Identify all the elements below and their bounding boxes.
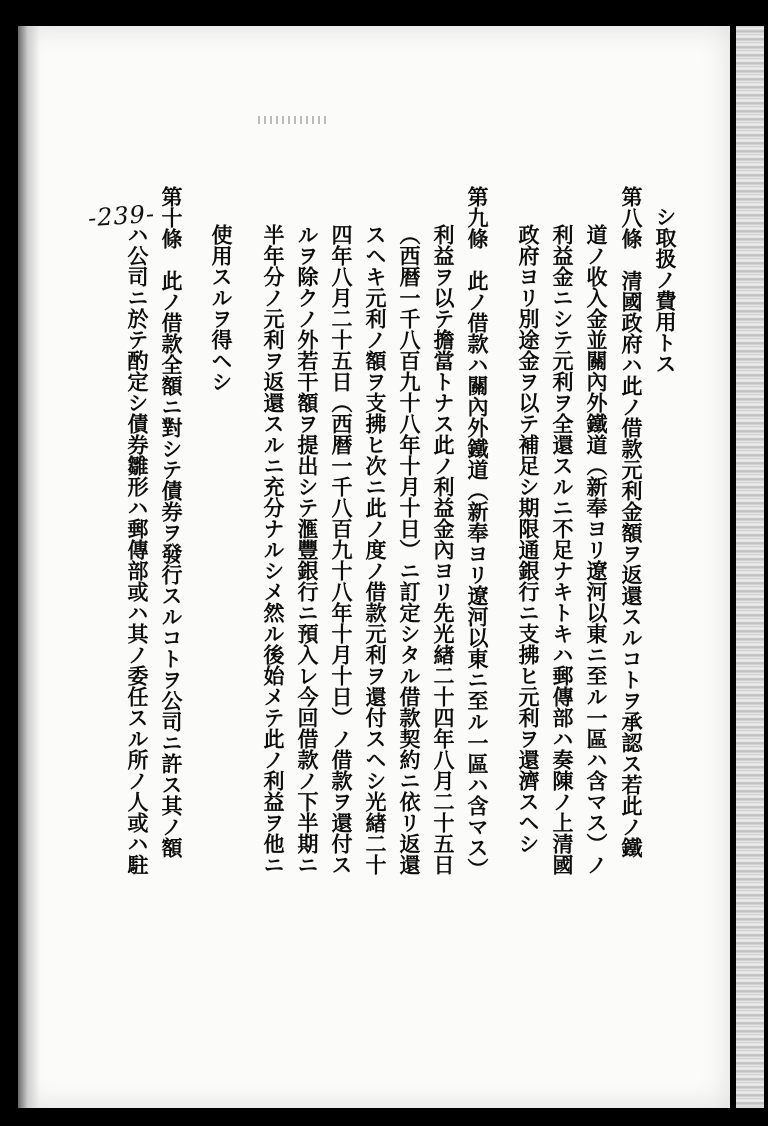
text-column: ハ公司ニ於テ酌定シ債券雛形ハ郵傳部或ハ其ノ委任スル所ノ人或ハ駐: [125, 224, 149, 875]
page-number: -239-: [87, 199, 156, 233]
text-column: スヘキ元利ノ額ヲ支拂ヒ次ニ此ノ度ノ借款元利ヲ還付スヘシ光緖二十: [363, 224, 387, 875]
text-column: 使用スルヲ得ヘシ: [209, 224, 233, 392]
text-column: 第十條 此ノ借款全額ニ對シテ債券ヲ發行スルコトヲ公司ニ許ス其ノ額: [159, 186, 183, 858]
text-column: （西暦一千八百九十八年十月十日）ニ訂定シタル借款契約ニ依リ返還: [397, 224, 421, 875]
page-sheet: [18, 26, 730, 1108]
ink-smudge: [258, 116, 328, 124]
text-column: ルヲ除クノ外若干額ヲ提出シテ滙豐銀行ニ預入レ今回借款ノ下半期ニ: [295, 224, 319, 875]
adjacent-page-edge: [736, 26, 764, 1108]
text-column: 道ノ收入金並關內外鐵道（新奉ヨリ遼河以東ニ至ル一區ハ含マス）ノ: [584, 224, 608, 875]
text-column: 第九條 此ノ借款ハ關內外鐵道（新奉ヨリ遼河以東ニ至ル一區ハ含マス）: [465, 186, 489, 879]
binding-shadow: [18, 26, 40, 1108]
text-column: 半年分ノ元利ヲ返還スルニ充分ナルシメ然ル後始メテ此ノ利益ヲ他ニ: [261, 224, 285, 875]
text-column: シ取扱ノ費用トス: [653, 206, 677, 374]
text-column: 利益ヲ以テ擔當トナス此ノ利益金內ヨリ先光緖二十四年八月二十五日: [431, 224, 455, 875]
text-column: 利益金ニシテ元利ヲ全還スルニ不足ナキトキハ郵傳部ハ奏陳ノ上清國: [550, 224, 574, 875]
text-column: 第八條 清國政府ハ此ノ借款元利金額ヲ返還スルコトヲ承認ス若此ノ鐵: [619, 186, 643, 858]
text-column: 四年八月二十五日（西暦一千八百九十八年十月十日）ノ借款ヲ還付ス: [329, 224, 353, 875]
text-column: 政府ヨリ別途金ヲ以テ補足シ期限通銀行ニ支拂ヒ元利ヲ還濟スヘシ: [516, 224, 540, 854]
